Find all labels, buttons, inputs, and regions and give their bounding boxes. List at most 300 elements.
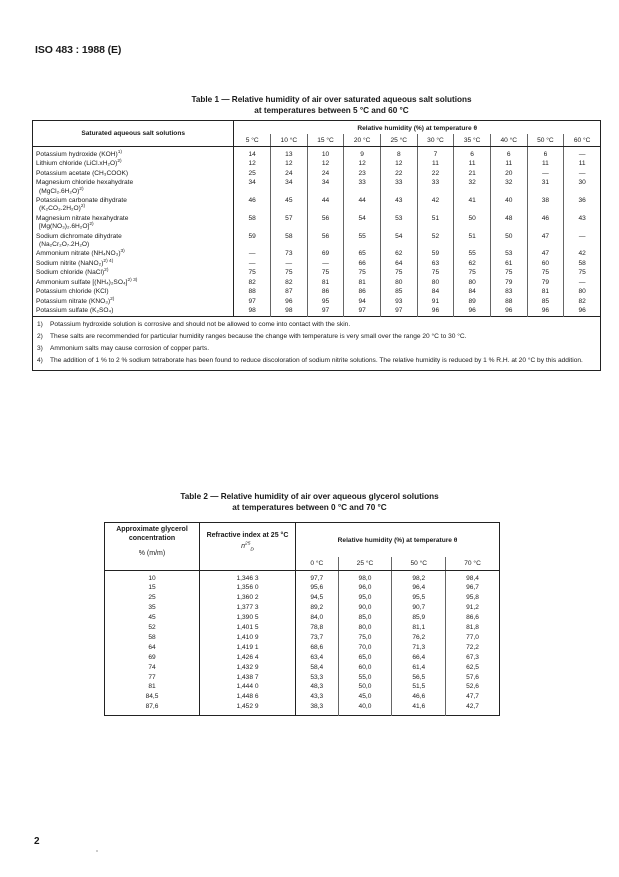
humidity-value: 67,3 (446, 653, 500, 663)
humidity-value: 61 (490, 259, 527, 268)
table-row (33, 278, 601, 287)
humidity-value: 85,0 (338, 613, 392, 623)
table-row (105, 623, 500, 633)
humidity-value: 50 (490, 232, 527, 250)
footnote-ref: 2) (117, 159, 122, 165)
salt-name (33, 306, 234, 317)
humidity-value: — (564, 232, 601, 250)
humidity-value: — (564, 147, 601, 160)
salt-name (33, 196, 234, 214)
humidity-value: 75 (527, 268, 564, 277)
humidity-value: 40,0 (338, 702, 392, 715)
refractive-index: 1,444 0 (200, 682, 296, 692)
salt-name-text: Potassium chloride (KCl) (36, 288, 109, 296)
table1-caption-line1: Table 1 — Relative humidity of air over saturated aqueous salt solutions (191, 95, 472, 104)
humidity-value: 21 (454, 169, 491, 178)
humidity-value: 50 (454, 214, 491, 232)
humidity-value: 95 (307, 297, 344, 306)
humidity-value: 10 (307, 147, 344, 160)
humidity-value: 75 (417, 268, 454, 277)
humidity-value: 34 (234, 178, 271, 196)
table-row (105, 603, 500, 613)
humidity-value: 96,7 (446, 583, 500, 593)
salt-name (33, 178, 234, 196)
humidity-value: 96,4 (392, 583, 446, 593)
glycerol-concentration: 77 (105, 673, 200, 683)
scan-artifact (96, 850, 98, 852)
humidity-value: 80 (454, 278, 491, 287)
humidity-value: 14 (234, 147, 271, 160)
humidity-value: 32 (454, 178, 491, 196)
humidity-value: 96 (417, 306, 454, 317)
humidity-value: 58 (564, 259, 601, 268)
humidity-value: — (564, 278, 601, 287)
humidity-value: 97,7 (310, 574, 324, 582)
humidity-value: 31 (527, 178, 564, 196)
humidity-value: 42,7 (446, 702, 500, 715)
humidity-value: 24 (271, 169, 308, 178)
refractive-index: 1,438 7 (200, 673, 296, 683)
salt-name-text: Sodium chloride (NaCl) (36, 269, 105, 277)
salt-name (33, 214, 234, 232)
humidity-value: 85 (380, 287, 417, 296)
footnote-ref: 3) (120, 249, 125, 255)
humidity-value: 45,0 (338, 692, 392, 702)
humidity-value: 68,6 (310, 643, 324, 651)
humidity-value: 55 (454, 249, 491, 258)
humidity-value: 97 (307, 306, 344, 317)
refractive-index: 1,346 3 (200, 571, 296, 584)
humidity-value: 84,0 (310, 614, 324, 622)
glycerol-concentration: 87,6 (105, 702, 200, 715)
humidity-value: 58 (234, 214, 271, 232)
glycerol-concentration: 64 (105, 643, 200, 653)
refractive-index: 1,360 2 (200, 593, 296, 603)
refractive-index: 1,432 9 (200, 663, 296, 673)
refractive-index: 1,390 5 (200, 613, 296, 623)
table-row (33, 232, 601, 250)
humidity-value: — (564, 169, 601, 178)
salt-formula: (MgCl₂.6H₂O) (39, 187, 80, 195)
humidity-value: 12 (271, 159, 308, 168)
footnote (37, 320, 596, 329)
refractive-index-symbol (200, 543, 295, 552)
table-row (33, 159, 601, 168)
table2-group-header: Relative humidity (%) at temperature θ (337, 536, 458, 544)
table1-caption (22, 94, 619, 116)
humidity-value: 60 (527, 259, 564, 268)
table1-caption-line2: at temperatures between 5 °C and 60 °C (254, 106, 409, 115)
table-row (33, 306, 601, 317)
humidity-value: 96 (271, 297, 308, 306)
footnote-number: 1) (37, 321, 43, 329)
humidity-value: 75 (490, 268, 527, 277)
refractive-index: 1,401 5 (200, 623, 296, 633)
humidity-value: 94,5 (310, 594, 324, 602)
humidity-value: 85,9 (392, 613, 446, 623)
humidity-value: 82 (271, 278, 308, 287)
humidity-value: 81,1 (392, 623, 446, 633)
table-row (33, 147, 601, 160)
footnote (37, 344, 596, 353)
humidity-value: 62 (454, 259, 491, 268)
table2-caption-line1: Table 2 — Relative humidity of air over aqueous glycerol solutions (180, 492, 439, 501)
table2-temp-header: 0 °C (296, 557, 339, 571)
glycerol-concentration: 10 (105, 571, 200, 584)
symbol-superscript: 25 (245, 541, 251, 547)
table1-temp-header: 50 °C (527, 134, 564, 147)
humidity-value: 91,2 (446, 603, 500, 613)
table2-concentration-header (105, 523, 200, 571)
humidity-value: 12 (234, 159, 271, 168)
humidity-value: 77,0 (446, 633, 500, 643)
humidity-value: 90,7 (392, 603, 446, 613)
humidity-value: 38 (527, 196, 564, 214)
humidity-value: 24 (307, 169, 344, 178)
humidity-value: 96 (454, 306, 491, 317)
salt-name (33, 147, 234, 160)
salt-name (33, 259, 234, 268)
humidity-value: 54 (344, 214, 381, 232)
humidity-value: 80 (564, 287, 601, 296)
table-row (105, 702, 500, 715)
humidity-value: 89 (454, 297, 491, 306)
footnote-ref: 2) (104, 268, 109, 274)
table-row (33, 249, 601, 258)
humidity-value: 94 (344, 297, 381, 306)
humidity-value: 53 (490, 249, 527, 258)
table2-temp-header: 70 °C (446, 557, 500, 571)
humidity-value: 11 (527, 159, 564, 168)
humidity-value: — (527, 169, 564, 178)
humidity-value: 90,0 (338, 603, 392, 613)
table1-temp-header: 10 °C (271, 134, 308, 147)
humidity-value: 44 (307, 196, 344, 214)
humidity-value: 97 (234, 297, 271, 306)
humidity-value: 53,3 (310, 673, 324, 681)
table2-concentration-label: Approximate glycerol concentration (116, 526, 188, 542)
humidity-value: 8 (380, 147, 417, 160)
humidity-value: 75 (344, 268, 381, 277)
glycerol-concentration: 81 (105, 682, 200, 692)
table2-caption (0, 491, 619, 513)
refractive-index: 1,419 1 (200, 643, 296, 653)
humidity-value: 87 (271, 287, 308, 296)
salt-formula: [Mg(NO₃)₂.6H₂O] (39, 223, 90, 231)
table-row (105, 643, 500, 653)
humidity-value: 51 (417, 214, 454, 232)
humidity-value: 59 (417, 249, 454, 258)
humidity-value: 84 (417, 287, 454, 296)
glycerol-concentration: 58 (105, 633, 200, 643)
humidity-value: 12 (380, 159, 417, 168)
humidity-value: 36 (564, 196, 601, 214)
humidity-value: — (271, 259, 308, 268)
salt-name (33, 232, 234, 250)
humidity-value: 75 (564, 268, 601, 277)
humidity-value: 98 (234, 306, 271, 317)
humidity-value: 80 (380, 278, 417, 287)
humidity-value: 13 (271, 147, 308, 160)
salt-name-text: Magnesium nitrate hexahydrate (36, 214, 129, 222)
salt-name-text: Sodium dichromate dihydrate (36, 232, 122, 240)
table1-temp-header: 60 °C (564, 134, 601, 147)
humidity-value: 75,0 (338, 633, 392, 643)
humidity-value: 40 (490, 196, 527, 214)
humidity-value: 81 (344, 278, 381, 287)
humidity-value: 7 (417, 147, 454, 160)
footnote-number: 3) (37, 345, 43, 353)
humidity-value: 43,3 (310, 693, 324, 701)
humidity-value: 41 (454, 196, 491, 214)
humidity-value: 96,0 (338, 583, 392, 593)
humidity-value: 22 (380, 169, 417, 178)
table-row (33, 169, 601, 178)
humidity-value: 85 (527, 297, 564, 306)
humidity-value: 75 (454, 268, 491, 277)
humidity-value: 45 (271, 196, 308, 214)
humidity-value: 11 (454, 159, 491, 168)
humidity-value: 62,5 (446, 663, 500, 673)
humidity-value: 63 (417, 259, 454, 268)
refractive-index: 1,356 0 (200, 583, 296, 593)
humidity-value: 88 (490, 297, 527, 306)
glycerol-concentration: 15 (105, 583, 200, 593)
table1-temp-header: 5 °C (234, 134, 271, 147)
salt-name (33, 169, 234, 178)
refractive-index: 1,410 9 (200, 633, 296, 643)
salt-name (33, 278, 234, 287)
salt-formula: (Na₂Cr₂O₇.2H₂O) (39, 241, 90, 249)
humidity-value: 12 (344, 159, 381, 168)
table2-temp-header: 50 °C (392, 557, 446, 571)
humidity-value: 93 (380, 297, 417, 306)
table1-group-header: Relative humidity (%) at temperature θ (234, 121, 601, 135)
humidity-value: 83 (490, 287, 527, 296)
humidity-value: 88 (234, 287, 271, 296)
table-row (33, 196, 601, 214)
humidity-value: — (234, 259, 271, 268)
salt-name (33, 297, 234, 306)
table1-footnotes (33, 317, 601, 371)
table1-temp-header: 30 °C (417, 134, 454, 147)
table-row (105, 663, 500, 673)
footnote-text: Ammonium salts may cause corrosion of copper parts. (50, 345, 210, 353)
humidity-value: 79 (527, 278, 564, 287)
humidity-value: 11 (490, 159, 527, 168)
refractive-index: 1,452 9 (200, 702, 296, 715)
table2-concentration-unit-text: % (m/m) (138, 550, 166, 557)
humidity-value: 82 (564, 297, 601, 306)
table2-caption-line2: at temperatures between 0 °C and 70 °C (232, 503, 387, 512)
humidity-value: 81,8 (446, 623, 500, 633)
salt-name-text: Potassium nitrate (KNO₃) (36, 297, 111, 305)
humidity-value: 47,7 (446, 692, 500, 702)
humidity-value: 73 (271, 249, 308, 258)
humidity-value: 46 (527, 214, 564, 232)
salt-name-text: Potassium hydroxide (KOH) (36, 151, 118, 158)
footnote (37, 332, 596, 341)
table2-glycerol-solutions (104, 522, 500, 716)
humidity-value: 50,0 (338, 682, 392, 692)
footnote-number: 4) (37, 357, 43, 365)
glycerol-concentration: 35 (105, 603, 200, 613)
humidity-value: 84 (454, 287, 491, 296)
humidity-value: 6 (454, 147, 491, 160)
footnote-text: Potassium hydroxide solution is corrosive and should not be allowed to come into contact with the skin. (50, 321, 351, 329)
refractive-index: 1,448 6 (200, 692, 296, 702)
humidity-value: 41,6 (392, 702, 446, 715)
humidity-value: 89,2 (310, 604, 324, 612)
humidity-value: 42 (417, 196, 454, 214)
humidity-value: 80 (417, 278, 454, 287)
humidity-value: 82 (234, 278, 271, 287)
humidity-value: 23 (344, 169, 381, 178)
humidity-value: 44 (344, 196, 381, 214)
humidity-value: 78,8 (310, 624, 324, 632)
salt-name-text: Lithium chloride (LiCl.xH₂O) (36, 160, 118, 168)
table-row (105, 682, 500, 692)
humidity-value: 96 (490, 306, 527, 317)
humidity-value: 66 (344, 259, 381, 268)
humidity-value: 56 (307, 232, 344, 250)
glycerol-concentration: 84,5 (105, 692, 200, 702)
table-row (33, 214, 601, 232)
humidity-value: 57,6 (446, 673, 500, 683)
table2-refractive-index-label: Refractive index at 25 °C (206, 532, 289, 539)
humidity-value: 98,2 (392, 571, 446, 584)
table-row (33, 268, 601, 277)
humidity-value: 91 (417, 297, 454, 306)
humidity-value: 95,5 (392, 593, 446, 603)
table1-temp-header: 25 °C (380, 134, 417, 147)
symbol-n: n (241, 542, 246, 550)
glycerol-concentration: 45 (105, 613, 200, 623)
footnote-ref: 2) (89, 222, 94, 228)
footnote-ref: 2) 4) (103, 258, 114, 264)
humidity-value: 59 (234, 232, 271, 250)
humidity-value: 64 (380, 259, 417, 268)
humidity-value: 98,0 (338, 571, 392, 584)
humidity-value: 97 (380, 306, 417, 317)
humidity-value: 65,0 (338, 653, 392, 663)
humidity-value: 11 (417, 159, 454, 168)
humidity-value: 58 (271, 232, 308, 250)
refractive-index: 1,377 3 (200, 603, 296, 613)
humidity-value: 33 (344, 178, 381, 196)
document-header: ISO 483 : 1988 (E) (35, 44, 122, 56)
table2-refractive-index-header (200, 523, 296, 571)
table1-temp-header: 20 °C (344, 134, 381, 147)
table1-temp-header: 15 °C (307, 134, 344, 147)
symbol-subscript: D (250, 546, 254, 552)
humidity-value: 60,0 (338, 663, 392, 673)
table-row (105, 633, 500, 643)
humidity-value: 54 (380, 232, 417, 250)
humidity-value: 76,2 (392, 633, 446, 643)
salt-name-text: Potassium sulfate (K₂SO₄) (36, 306, 114, 314)
humidity-value: 58,4 (310, 663, 324, 671)
footnote (37, 356, 596, 365)
humidity-value: 95,6 (310, 584, 324, 592)
humidity-value: 52 (417, 232, 454, 250)
humidity-value: 73,7 (310, 633, 324, 641)
glycerol-concentration: 74 (105, 663, 200, 673)
humidity-value: 55,0 (338, 673, 392, 683)
humidity-value: 98 (271, 306, 308, 317)
humidity-value: 42 (564, 249, 601, 258)
humidity-value: 96 (564, 306, 601, 317)
footnote-ref: 1) (117, 149, 122, 155)
humidity-value: 32 (490, 178, 527, 196)
humidity-value: 30 (564, 178, 601, 196)
humidity-value: 62 (380, 249, 417, 258)
humidity-value: 56 (307, 214, 344, 232)
humidity-value: 52,6 (446, 682, 500, 692)
humidity-value: 46 (234, 196, 271, 214)
salt-name-text: Sodium nitrite (NaNO₂) (36, 259, 104, 267)
humidity-value: 48 (490, 214, 527, 232)
table-row (33, 178, 601, 196)
humidity-value: 51 (454, 232, 491, 250)
humidity-value: 98,4 (446, 571, 500, 584)
humidity-value: 53 (380, 214, 417, 232)
footnote-ref: 2) (80, 204, 86, 210)
humidity-value: 61,4 (392, 663, 446, 673)
table-row (33, 297, 601, 306)
humidity-value: 9 (344, 147, 381, 160)
footnote-text: These salts are recommended for particular humidity ranges because the change with temperature is very small over the range 20 °C to 30 °C. (50, 333, 467, 341)
table-row (105, 583, 500, 593)
humidity-value: 69 (307, 249, 344, 258)
humidity-value: 43 (564, 214, 601, 232)
humidity-value: 95,8 (446, 593, 500, 603)
salt-name-text: Ammonium nitrate (NH₄NO₃) (36, 250, 121, 258)
humidity-value: 86,6 (446, 613, 500, 623)
humidity-value: 38,3 (310, 703, 324, 711)
salt-name (33, 249, 234, 258)
table-row (105, 571, 500, 584)
humidity-value: 47 (527, 232, 564, 250)
humidity-value: 22 (417, 169, 454, 178)
humidity-value: 47 (527, 249, 564, 258)
salt-name (33, 268, 234, 277)
humidity-value: 95,0 (338, 593, 392, 603)
humidity-value: 33 (380, 178, 417, 196)
humidity-value: 86 (307, 287, 344, 296)
page-number: 2 (34, 836, 40, 847)
humidity-value: 6 (490, 147, 527, 160)
salt-name (33, 159, 234, 168)
salt-name-text: Potassium carbonate dihydrate (36, 197, 127, 205)
table1-temp-header: 35 °C (454, 134, 491, 147)
table-row (105, 692, 500, 702)
humidity-value: 97 (344, 306, 381, 317)
glycerol-concentration: 25 (105, 593, 200, 603)
salt-name-text: Magnesium chloride hexahydrate (36, 179, 134, 187)
refractive-index: 1,426 4 (200, 653, 296, 663)
humidity-value: 72,2 (446, 643, 500, 653)
humidity-value: 75 (271, 268, 308, 277)
footnote-text: The addition of 1 % to 2 % sodium tetraborate has been found to reduce discoloration of sodium nitrite solutions. The relative humidity is reduced by 1 % R.H. at 20 °C by this addition. (50, 357, 583, 365)
humidity-value: 75 (234, 268, 271, 277)
footnote-number: 2) (37, 333, 43, 341)
table-row (105, 593, 500, 603)
humidity-value: 96 (527, 306, 564, 317)
humidity-value: — (234, 249, 271, 258)
humidity-value: 81 (307, 278, 344, 287)
humidity-value: 70,0 (338, 643, 392, 653)
